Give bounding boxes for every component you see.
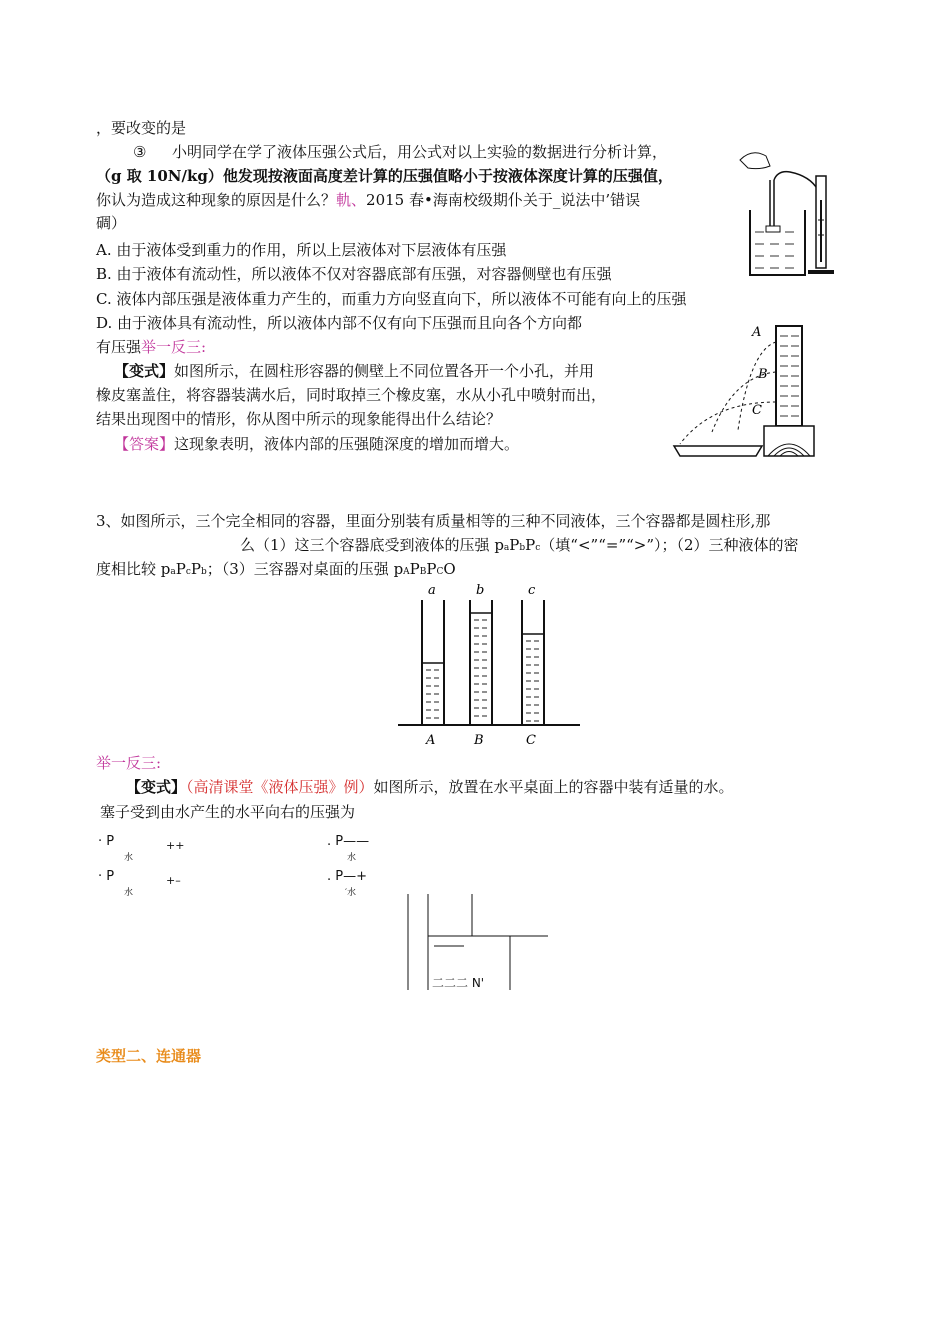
hole-label-b: B xyxy=(758,367,768,382)
subscript: B xyxy=(419,567,427,577)
container-holes-figure xyxy=(672,320,820,462)
text-line: （g 取 10N/kg）他发现按液面高度差计算的压强值略小于按液体深度计算的压强值， xyxy=(96,167,673,185)
hole-label-c: C xyxy=(752,403,762,418)
hole-label-a: A xyxy=(752,325,762,340)
variant2-line2: 塞子受到由水产生的水平向右的压强为 xyxy=(100,803,356,821)
text-line: 橡皮塞盖住，将容器装满水后，同时取掉三个橡皮塞，水从小孔中喷射而出， xyxy=(96,386,607,404)
section-label: 举一反三: xyxy=(96,754,162,772)
choice-b-sub: 水 xyxy=(347,853,357,863)
section-heading: 类型二、连通器 xyxy=(96,1047,202,1065)
choice-a-tail: ++ xyxy=(166,839,185,852)
choice-b: . P—— xyxy=(327,834,370,849)
q3-text: O xyxy=(443,560,456,578)
text-line xyxy=(114,434,519,454)
circle-number: ③ xyxy=(133,143,147,161)
q3-text: P xyxy=(190,560,201,578)
q3-text: ；（3）三容器对桌面的压强 p xyxy=(206,560,404,578)
q3-line3 xyxy=(96,559,456,582)
q3-text: P xyxy=(175,560,186,578)
section-label: 举一反三: xyxy=(141,338,207,356)
option-a: A. 由于液体受到重力的作用，所以上层液体对下层液体有压强 xyxy=(96,241,507,259)
subscript: c xyxy=(185,567,191,577)
text-line: 结果出现图中的情形，你从图中所示的现象能得出什么结论？ xyxy=(96,410,502,428)
cyl-bot-b: B xyxy=(474,733,484,748)
q3-text: P xyxy=(509,536,520,554)
answer-text: 这现象表明，液体内部的压强随深度的增加而增大。 xyxy=(174,435,520,453)
cyl-top-b: b xyxy=(476,583,485,598)
option-d: D. 由于液体具有流动性，所以液体内部不仅有向下压强而且向各个方向都 xyxy=(96,314,583,332)
q3-text: （填“<”“=”“>”）；（2）三种液体的密 xyxy=(540,536,799,554)
variant-source: （高清课堂《液体压强》例） xyxy=(186,778,374,796)
variant-label: 【变式】 xyxy=(126,778,187,796)
subscript: b xyxy=(200,567,207,577)
choice-c: · P xyxy=(98,869,115,884)
text-line xyxy=(96,190,640,210)
subscript: C xyxy=(436,567,444,577)
three-cylinders-figure xyxy=(396,580,582,748)
q3-text: P xyxy=(409,560,420,578)
source-tag: 軌、 xyxy=(336,191,367,209)
q3-text: 度相比较 p xyxy=(96,560,171,578)
q3-text: 么（1）这三个容器底受到液体的压强 p xyxy=(240,536,504,554)
cyl-top-a: a xyxy=(428,583,436,598)
q3-line1: 3、如图所示，三个完全相同的容器，里面分别装有质量相等的三种不同液体，三个容器都是圆柱形,那 xyxy=(96,512,771,530)
subscript: b xyxy=(519,543,526,553)
pressure-gauge-figure xyxy=(730,140,840,280)
subscript: a xyxy=(503,543,510,553)
question-text: 你认为造成这种现象的原因是什么？ xyxy=(96,191,337,209)
plug-label: 二二二 N' xyxy=(432,976,485,990)
text-line xyxy=(96,337,206,357)
subscript: A xyxy=(403,567,410,577)
choice-c-sub: 水 xyxy=(124,888,134,898)
option-d-cont: 有压强 xyxy=(96,338,142,356)
choice-c-tail: +– xyxy=(166,874,181,887)
option-c: C. 液体内部压强是液体重力产生的，而重力方向竖直向下，所以液体不可能有向上的压强 xyxy=(96,290,687,308)
text-line: ，要改变的是 xyxy=(96,119,187,137)
subscript: a xyxy=(170,567,176,577)
q3-text: P xyxy=(525,536,536,554)
variant-text: 如图所示，在圆柱形容器的侧壁上不同位置各开一个小孔，并用 xyxy=(174,362,595,380)
text-line xyxy=(114,361,594,381)
variant-label: 【变式】 xyxy=(114,362,175,380)
choice-d-sub: ′水 xyxy=(345,888,357,898)
choice-a-sub: 水 xyxy=(124,853,134,863)
cyl-top-c: c xyxy=(528,583,536,598)
variant2-line1 xyxy=(126,777,734,797)
choice-a: · P xyxy=(98,834,115,849)
cyl-bot-a: A xyxy=(426,733,436,748)
cyl-bot-c: C xyxy=(526,733,536,748)
answer-label: 【答案】 xyxy=(114,435,175,453)
q3-line2 xyxy=(240,535,799,558)
text-line: 小明同学在学了液体压强公式后，用公式对以上实验的数据进行分析计算， xyxy=(172,143,668,161)
option-b: B. 由于液体有流动性，所以液体不仅对容器底部有压强，对容器侧壁也有压强 xyxy=(96,265,612,283)
text-line: 碉） xyxy=(96,214,127,232)
q3-text: P xyxy=(426,560,437,578)
source-text: 2015 春•海南校级期仆关于_说法中’错误 xyxy=(366,191,641,209)
variant-text: 如图所示，放置在水平桌面上的容器中装有适量的水。 xyxy=(373,778,734,796)
choice-d: . P—+ xyxy=(327,869,367,884)
subscript: c xyxy=(535,543,541,553)
